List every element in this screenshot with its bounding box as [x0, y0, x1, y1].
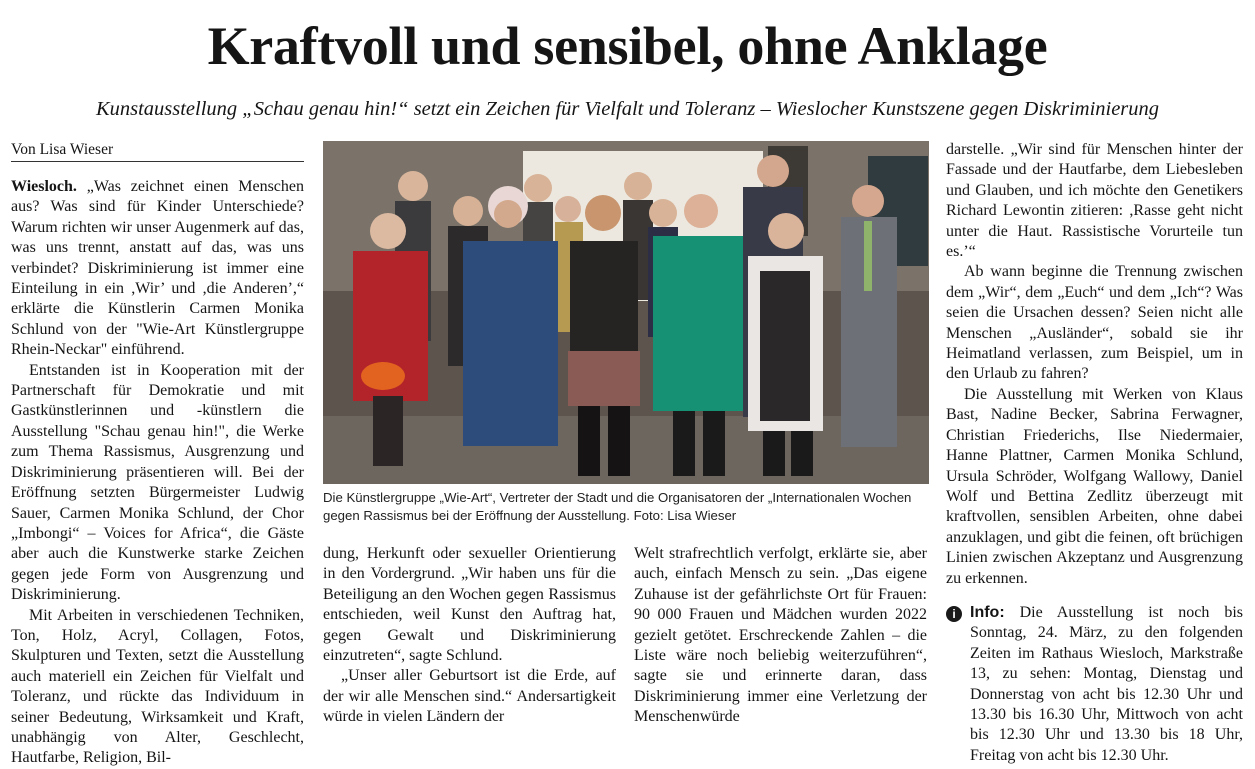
- dateline: Wiesloch.: [11, 178, 77, 195]
- paragraph: Entstanden ist in Kooperation mit der Partnerschaft für Demokratie und mit Gastkünstlerinnen und -künstlern die Ausstellung "Schau genau hin!", die Werke zum Thema Rassismus, Ausgrenzung und Diskriminierung präsentieren will. Bei der Eröffnung setzten Bürgermeister Ludwig Sauer, Carmen Monika Schlund, der Chor „Imbongi“ – Voices for Africa“, die Gäste aber auch die Kunstwerke starke Zeichen gegen jede Form von Ausgrenzung und Diskriminierung.: [11, 361, 304, 604]
- column-1: [11, 177, 304, 769]
- info-text: Die Ausstellung ist noch bis Sonntag, 24. März, zu den folgenden Zeiten im Rathaus Wiesloch, Markstraße 13, zu sehen: Montag, Dienstag und Donnerstag von acht bis 12.30 Uhr und 13.30 bis 16.30 Uhr, Mittwoch von acht bis 12.30 Uhr und 13.30 bis 18 Uhr, Freitag von acht bis 12.30 Uhr.: [970, 603, 1244, 764]
- column-3: [634, 544, 927, 728]
- paragraph: darstelle. „Wir sind für Menschen hinter der Fassade und der Hautfarbe, dem Liebesleben und Glauben, und ich möchte den Genetikers Richard Lewontin zitieren: ,Rasse geht nicht unter die Haut. Rassistische Vorurteile tun es.’“: [946, 141, 1243, 261]
- paragraph: Welt strafrechtlich verfolgt, erklärte sie, aber auch, einfach Mensch zu sein. „Das eigene Zuhause ist der gefährlichste Ort für Frauen: 90 000 Frauen und Mädchen wurden 2022 gezielt getötet. Erschreckende Zahlen – die Liste wäre noch beliebig weiterzuführen“, sagte sie und erinnerte daran, dass Diskriminierung immer eine Verletzung der Menschenwürde: [634, 545, 927, 726]
- paragraph: Ab wann beginne die Trennung zwischen dem „Wir“, dem „Euch“ und dem „Ich“? Was seien die Ursachen dessen? Seien nicht alle Menschen „Ausländer“, sobald sie ihr Heimatland verlassen, zum Beispiel, um in den Urlaub zu fahren?: [946, 263, 1243, 383]
- headline: Kraftvoll und sensibel, ohne Anklage: [207, 16, 1048, 76]
- paragraph: dung, Herkunft oder sexueller Orientierung in den Vordergrund. „Wir haben uns für die Beteiligung an den Wochen gegen Rassismus entschieden, weil Kunst den Auftrag hat, gegen Gewalt und Diskriminierung einzutreten“, sagte Schlund.: [323, 545, 616, 665]
- paragraph: [11, 177, 304, 361]
- paragraph: Mit Arbeiten in verschiedenen Techniken, Ton, Holz, Acryl, Collagen, Fotos, Skulpturen und Texten, setzt die Ausstellung auch materiell ein Zeichen für Vielfalt und Toleranz, und rückte das Individuum in seiner Bedeutung, Wirksamkeit und Kraft, unabhängig von Alter, Geschlecht, Hautfarbe, Religion, Bil-: [11, 606, 304, 767]
- event-photo: [323, 141, 929, 484]
- column-2: [323, 544, 616, 728]
- info-box: [946, 603, 1243, 766]
- paragraph-text: „Was zeichnet einen Menschen aus? Was sind für Kinder Unterschiede? Warum richten wir unser Augenmerk auf das, was uns trennt, anstatt auf das, was uns verbindet? Diskriminierung ist immer eine Einteilung in ein ,Wir’ und ,die Anderen’,“ erklärte die Künstlerin Carmen Monika Schlund von der "Wie-Art Künstlergruppe Rhein-Neckar" einführend.: [11, 178, 305, 359]
- column-4: [946, 140, 1243, 766]
- group-photo-illustration: [323, 141, 929, 484]
- info-icon: i: [946, 606, 962, 622]
- paragraph: Die Ausstellung mit Werken von Klaus Bast, Nadine Becker, Sabrina Ferwagner, Christian Friederichs, Ilse Niedermaier, Hanne Plattner, Carmen Monika Schlund, Ursula Schröder, Wolfgang Wallowy, Daniel Wolf und Bettina Zedlitz überzeugt mit kraftvollen, sensiblen Arbeiten, ohne dabei anzuklagen, und gibt die feinen, oft brüchigen Linien zwischen Akzeptanz und Ausgrenzung zu erkennen.: [946, 385, 1243, 587]
- paragraph: „Unser aller Geburtsort ist die Erde, auf der wir alle Menschen sind.“ Andersartigkeit würde in vielen Ländern der: [323, 667, 616, 726]
- subheadline: Kunstausstellung „Schau genau hin!“ setzt ein Zeichen für Vielfalt und Toleranz – Wieslocher Kunstszene gegen Diskriminierung: [95, 98, 1160, 120]
- photo-caption: Die Künstlergruppe „Wie-Art“, Vertreter der Stadt und die Organisatoren der „Internationalen Wochen gegen Rassismus bei der Eröffnung der Ausstellung. Foto: Lisa Wieser: [323, 490, 912, 523]
- byline: Von Lisa Wieser: [11, 140, 304, 162]
- info-label: Info:: [970, 603, 1005, 621]
